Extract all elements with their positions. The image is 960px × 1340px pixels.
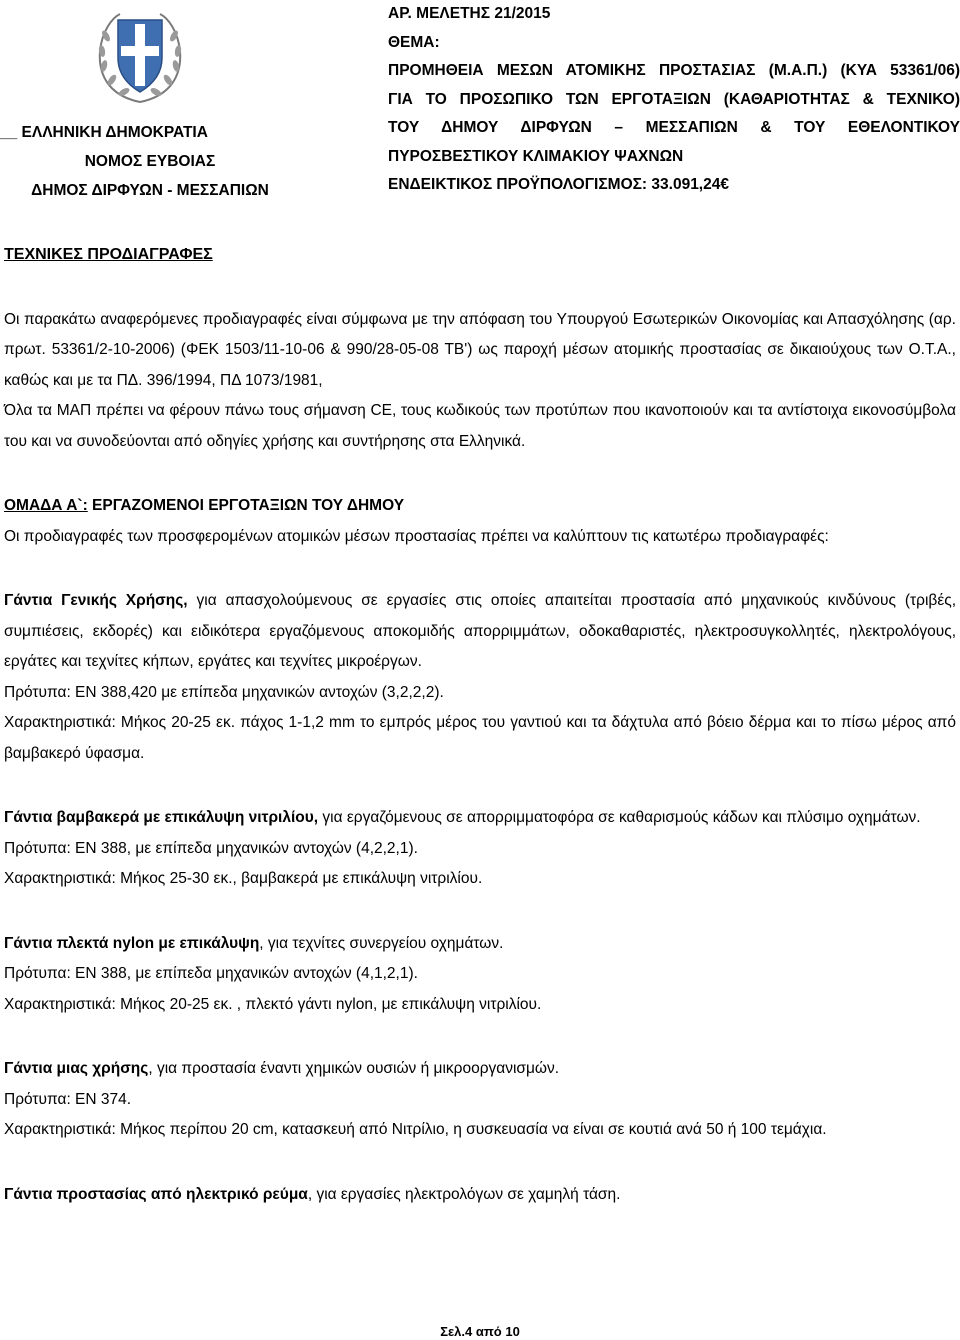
section-title: ΤΕΧΝΙΚΕΣ ΠΡΟΔΙΑΓΡΑΦΕΣ xyxy=(4,246,213,263)
item-name: Γάντια πλεκτά nylon με επικάλυψη xyxy=(4,934,260,952)
item-name: Γάντια μιας χρήσης xyxy=(4,1060,149,1077)
page-number: Σελ.4 από 10 xyxy=(440,1324,520,1339)
item-usage: για απασχολούμενους σε εργασίες στις οποίες απαιτείται προστασία από μηχανικούς κινδύνους (τριβές, συμπιέσεις, εκδορές) και ειδικότερα εργαζόμενους αποκομιδής απορριμμάτων, οδοκαθαριστές, ηλεκτροσυγκολλητές, ηλεκτρολόγους, εργάτες και τεχνίτες κήπων, εργάτες και τεχνίτες μικροέργων. xyxy=(4,592,957,670)
item-description xyxy=(4,929,956,960)
item-description xyxy=(4,586,956,678)
greek-coat-of-arms-emblem xyxy=(90,6,190,106)
item-standard: Πρότυπα: EN 388, με επίπεδα μηχανικών αντοχών (4,1,2,1). xyxy=(4,965,418,982)
item-name: Γάντια προστασίας από ηλεκτρικό ρεύμα xyxy=(4,1185,308,1203)
group-title xyxy=(4,491,956,522)
item-standard: Πρότυπα: EN 374. xyxy=(4,1090,132,1108)
item-standard: Πρότυπα: EN 388, με επίπεδα μηχανικών αντοχών (4,2,2,1). xyxy=(4,839,418,857)
intro-paragraph: Οι παρακάτω αναφερόμενες προδιαγραφές είναι σύμφωνα με την απόφαση του Υπουργού Εσωτερικών Οικονομίας και Απασχόλησης (αρ. πρωτ. 53361/2-10-2006) (ΦΕΚ 1503/11-10-06 & 990/28-05-08 ΤΒ') ως παροχή μέσων ατομικής προστασίας σε δικαιούχους των Ο.Τ.Α., καθώς και με τα ΠΔ. 396/1994, ΠΔ 1073/1981, xyxy=(4,310,956,389)
item-usage: , για εργασίες ηλεκτρολόγων σε χαμηλή τάση. xyxy=(307,1185,621,1203)
item-description xyxy=(4,1054,956,1085)
item-specs: Χαρακτηριστικά: Μήκος 20-25 εκ. πάχος 1-1,2 mm το εμπρός μέρος του γαντιού και τα δάχτυλα από βόειο δέρμα και το πίσω μέρος από βαμβακερό ύφασμα. xyxy=(4,714,956,762)
item-specs: Χαρακτηριστικά: Μήκος 25-30 εκ., βαμβακερά με επικάλυψη νιτριλίου. xyxy=(4,870,483,887)
item-standard: Πρότυπα: EN 388,420 με επίπεδα μηχανικών αντοχών (3,2,2,2). xyxy=(4,683,444,701)
group-title-label: ΟΜΑΔΑ Α`: xyxy=(4,497,88,514)
item-specs: Χαρακτηριστικά: Μήκος περίπου 20 cm, κατασκευή από Νιτρίλιο, η συσκευασία να είναι σε κουτιά ανά 50 ή 100 τεμάχια. xyxy=(4,1121,827,1138)
item-usage: , για τεχνίτες συνεργείου οχημάτων. xyxy=(259,934,504,952)
intro-paragraph-ce: Όλα τα ΜΑΠ πρέπει να φέρουν πάνω τους σήμανση CE, τους κωδικούς των προτύπων που ικανοποιούν και τα αντίστοιχα εικονοσύμβολα του και να συνοδεύονται από οδηγίες χρήσης και συντήρησης στα Ελληνικά. xyxy=(4,402,956,450)
authority-republic: __ ΕΛΛΗΝΙΚΗ ΔΗΜΟΚΡΑΤΙΑ xyxy=(0,124,208,141)
subject-line: ΠΥΡΟΣΒΕΣΤΙΚΟΥ ΚΛΙΜΑΚΙΟΥ ΨΑΧΝΩΝ xyxy=(388,147,684,165)
issuing-authority xyxy=(0,118,300,205)
item-specs: Χαρακτηριστικά: Μήκος 20-25 εκ. , πλεκτό γάντι nylon, με επικάλυψη νιτριλίου. xyxy=(4,995,542,1013)
authority-municipality: ΔΗΜΟΣ ΔΙΡΦΥΩΝ - ΜΕΣΣΑΠΙΩΝ xyxy=(31,182,269,199)
item-usage: για εργαζόμενους σε απορριμματοφόρα σε καθαρισμούς κάδων και πλύσιμο οχημάτων. xyxy=(318,809,921,826)
item-description xyxy=(4,803,956,834)
study-number: ΑΡ. ΜΕΛΕΤΗΣ 21/2015 xyxy=(388,5,551,22)
subject-line: ΤΟΥ ΔΗΜΟΥ ΔΙΡΦΥΩΝ – ΜΕΣΣΑΠΙΩΝ & ΤΟΥ ΕΘΕΛΟΝΤΙΚΟΥ xyxy=(388,119,960,136)
budget-line: ΕΝΔΕΙΚΤΙΚΟΣ ΠΡΟΫΠΟΛΟΓΙΣΜΟΣ: 33.091,24€ xyxy=(388,176,729,193)
item-name: Γάντια βαμβακερά με επικάλυψη νιτριλίου, xyxy=(4,809,319,826)
group-title-text: ΕΡΓΑΖΟΜΕΝΟΙ ΕΡΓΟΤΑΞΙΩΝ ΤΟΥ ΔΗΜΟΥ xyxy=(87,497,405,514)
subject-label: ΘΕΜΑ: xyxy=(388,33,440,51)
document-body xyxy=(4,240,956,1210)
item-usage: , για προστασία έναντι χημικών ουσιών ή μικροοργανισμών. xyxy=(148,1060,560,1077)
authority-prefecture: ΝΟΜΟΣ ΕΥΒΟΙΑΣ xyxy=(84,153,216,170)
subject-line: ΠΡΟΜΗΘΕΙΑ ΜΕΣΩΝ ΑΤΟΜΙΚΗΣ ΠΡΟΣΤΑΣΙΑΣ (Μ.Α.Π.) (ΚΥΑ 53361/06) xyxy=(388,62,960,79)
study-subject xyxy=(388,0,960,200)
subject-line: ΓΙΑ ΤΟ ΠΡΟΣΩΠΙΚΟ ΤΩΝ ΕΡΓΟΤΑΞΙΩΝ (ΚΑΘΑΡΙΟΤΗΤΑΣ & ΤΕΧΝΙΚΟ) xyxy=(388,90,960,108)
group-description: Οι προδιαγραφές των προσφερομένων ατομικών μέσων προστασίας πρέπει να καλύπτουν τις κατωτέρω προδιαγραφές: xyxy=(4,527,829,545)
item-name: Γάντια Γενικής Χρήσης, xyxy=(4,592,188,609)
item-description xyxy=(4,1180,956,1211)
